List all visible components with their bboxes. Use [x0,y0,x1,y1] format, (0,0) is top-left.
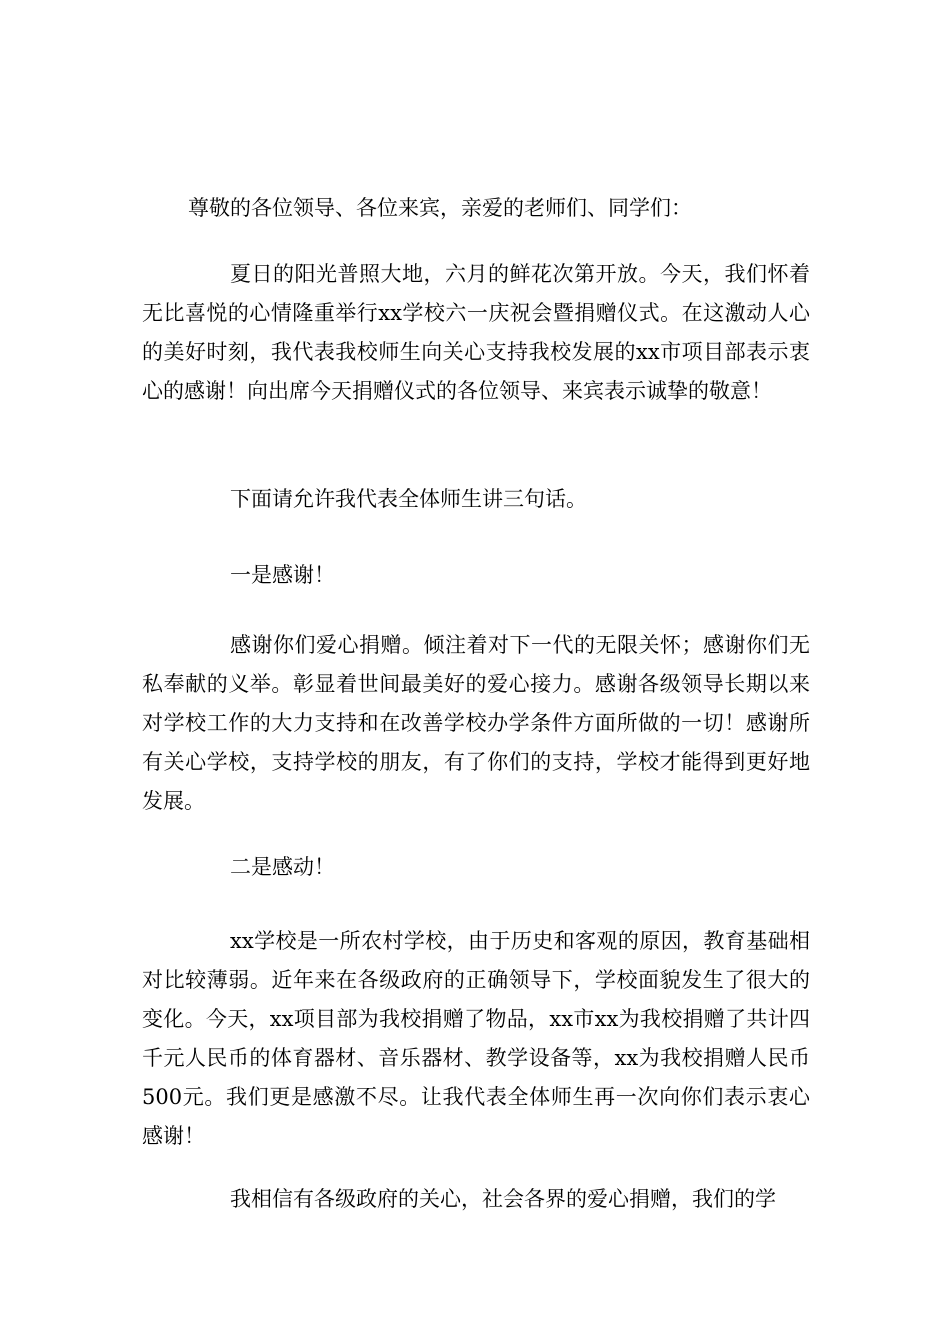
paragraph-closing: 我相信有各级政府的关心，社会各界的爱心捐赠，我们的学 [230,1187,776,1211]
salutation: 尊敬的各位领导、各位来宾，亲爱的老师们、同学们： [188,196,692,220]
paragraph-moved: xx学校是一所农村学校，由于历史和客观的原因，教育基础相对比较薄弱。近年来在各级政府的正确领导下，学校面貌发生了很大的变化。今天，xx项目部为我校捐赠了物品，xx市xx为我校捐赠了共计四千元人民币的体育器材、音乐器材、教学设备等，xx为我校捐赠人民币500元。我们更是感激不尽。让我代表全体师生再一次向你们表示衷心感谢！ [142,929,810,1148]
paragraph-opening: 夏日的阳光普照大地，六月的鲜花次第开放。今天，我们怀着无比喜悦的心情隆重举行xx学校六一庆祝会暨捐赠仪式。在这激动人心的美好时刻，我代表我校师生向关心支持我校发展的xx市项目部表示衷心的感谢！向出席今天捐赠仪式的各位领导、来宾表示诚挚的敬意！ [142,262,810,403]
paragraph-thanks: 感谢你们爱心捐赠。倾注着对下一代的无限关怀；感谢你们无私奉献的义举。彰显着世间最美好的爱心接力。感谢各级领导长期以来对学校工作的大力支持和在改善学校办学条件方面所做的一切！感谢所有关心学校，支持学校的朋友，有了你们的支持，学校才能得到更好地发展。 [142,633,810,813]
paragraph-three-points-intro: 下面请允许我代表全体师生讲三句话。 [230,487,587,511]
paragraph-heading-thanks: 一是感谢！ [230,563,335,587]
paragraph-heading-moved: 二是感动！ [230,855,335,879]
